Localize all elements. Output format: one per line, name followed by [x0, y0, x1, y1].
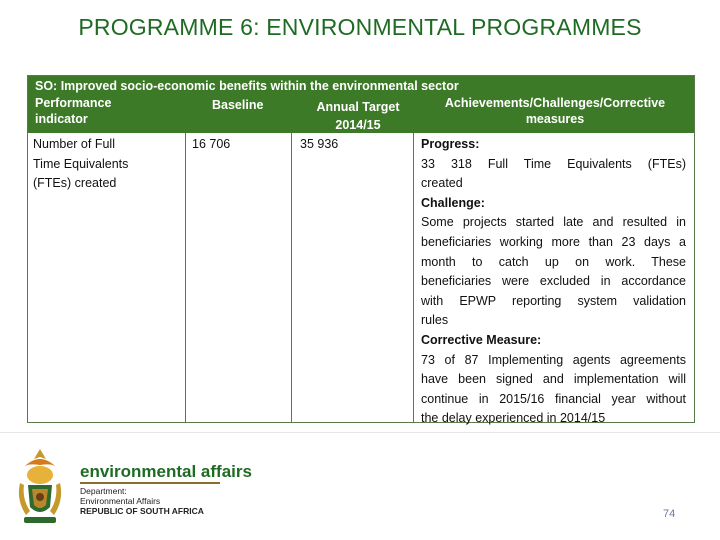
challenge-line: with EPWP reporting system validation: [421, 293, 686, 308]
coat-of-arms-icon: [10, 445, 70, 530]
page-number: 74: [663, 508, 676, 520]
challenge-line: Some projects started late and resulted in: [421, 215, 686, 230]
corrective-line: continue in 2015/16 financial year without: [421, 391, 686, 406]
dept-line: Environmental Affairs: [80, 496, 161, 506]
programme-table: [27, 75, 695, 426]
progress-label: Progress:: [421, 137, 480, 151]
challenge-label: Challenge:: [421, 195, 485, 210]
indicator-line: Time Equivalents: [33, 156, 129, 171]
progress-line: 33 318 Full Time Equivalents (FTEs): [421, 156, 686, 171]
header-achieve-line: Achievements/Challenges/Corrective: [444, 96, 666, 110]
challenge-line: month to catch up on work. These: [421, 254, 686, 269]
corrective-line: the delay experienced in 2014/15: [421, 411, 606, 426]
challenge-line: rules: [421, 313, 449, 328]
header-target-line: Annual Target: [316, 100, 400, 114]
header-baseline: Baseline: [212, 98, 264, 112]
header-indicator-line: indicator: [35, 112, 88, 126]
progress-line: created: [421, 176, 463, 191]
header-performance-indicator: [35, 95, 175, 127]
corrective-label: Corrective Measure:: [421, 332, 542, 347]
challenge-line: beneficiaries working more than 23 days a: [421, 234, 686, 249]
cell-indicator: [28, 133, 186, 423]
cell-annual-target: [292, 133, 414, 423]
brand-underline: [80, 482, 220, 484]
header-achievements: [424, 95, 686, 127]
table-header: [28, 76, 694, 133]
dept-line: Department:: [80, 486, 127, 496]
corrective-line: 73 of 87 Implementing agents agreements: [421, 352, 686, 367]
footer-divider: [0, 432, 720, 433]
header-indicator-line: Performance: [35, 96, 112, 110]
cell-baseline: [186, 133, 292, 423]
indicator-line: (FTEs) created: [33, 176, 117, 191]
header-target-line: 2014/15: [335, 118, 381, 132]
target-value: 35 936: [300, 137, 339, 151]
corrective-line: have been signed and implementation will: [421, 372, 686, 387]
header-achieve-line: measures: [525, 112, 585, 126]
cell-achievements: [414, 133, 694, 426]
challenge-line: beneficiaries were excluded in accordance: [421, 274, 686, 289]
strategic-objective: SO: Improved socio-economic benefits within the environmental sector: [35, 79, 459, 93]
page-title: PROGRAMME 6: ENVIRONMENTAL PROGRAMMES: [78, 14, 642, 40]
department-block: [80, 486, 204, 516]
header-annual-target: [308, 98, 408, 134]
baseline-value: 16 706: [192, 137, 231, 151]
brand-name: environmental affairs: [80, 462, 252, 481]
indicator-line: Number of Full: [33, 137, 115, 151]
dept-country: REPUBLIC OF SOUTH AFRICA: [80, 506, 204, 516]
